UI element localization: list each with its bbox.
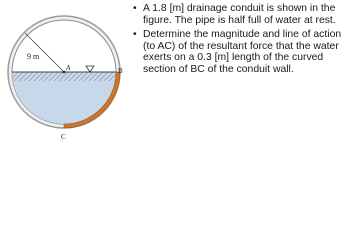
point-b-label: B xyxy=(118,67,123,75)
problem-statement xyxy=(133,3,347,79)
radius-label: 9 m xyxy=(27,52,40,61)
point-a-label: A xyxy=(66,64,71,72)
conduit-figure xyxy=(0,0,132,141)
point-c-label: C xyxy=(61,133,66,141)
point-a-dot xyxy=(63,71,66,74)
problem-bullet-task: • Determine the magnitude and line of action (to AC) of the resultant force that the water exerts on a 0.3 [m] length of the curved section of BC of the conduit wall. xyxy=(133,29,347,75)
problem-bullet-given: • A 1.8 [m] drainage conduit is shown in the figure. The pipe is half full of water at rest. xyxy=(133,3,347,26)
